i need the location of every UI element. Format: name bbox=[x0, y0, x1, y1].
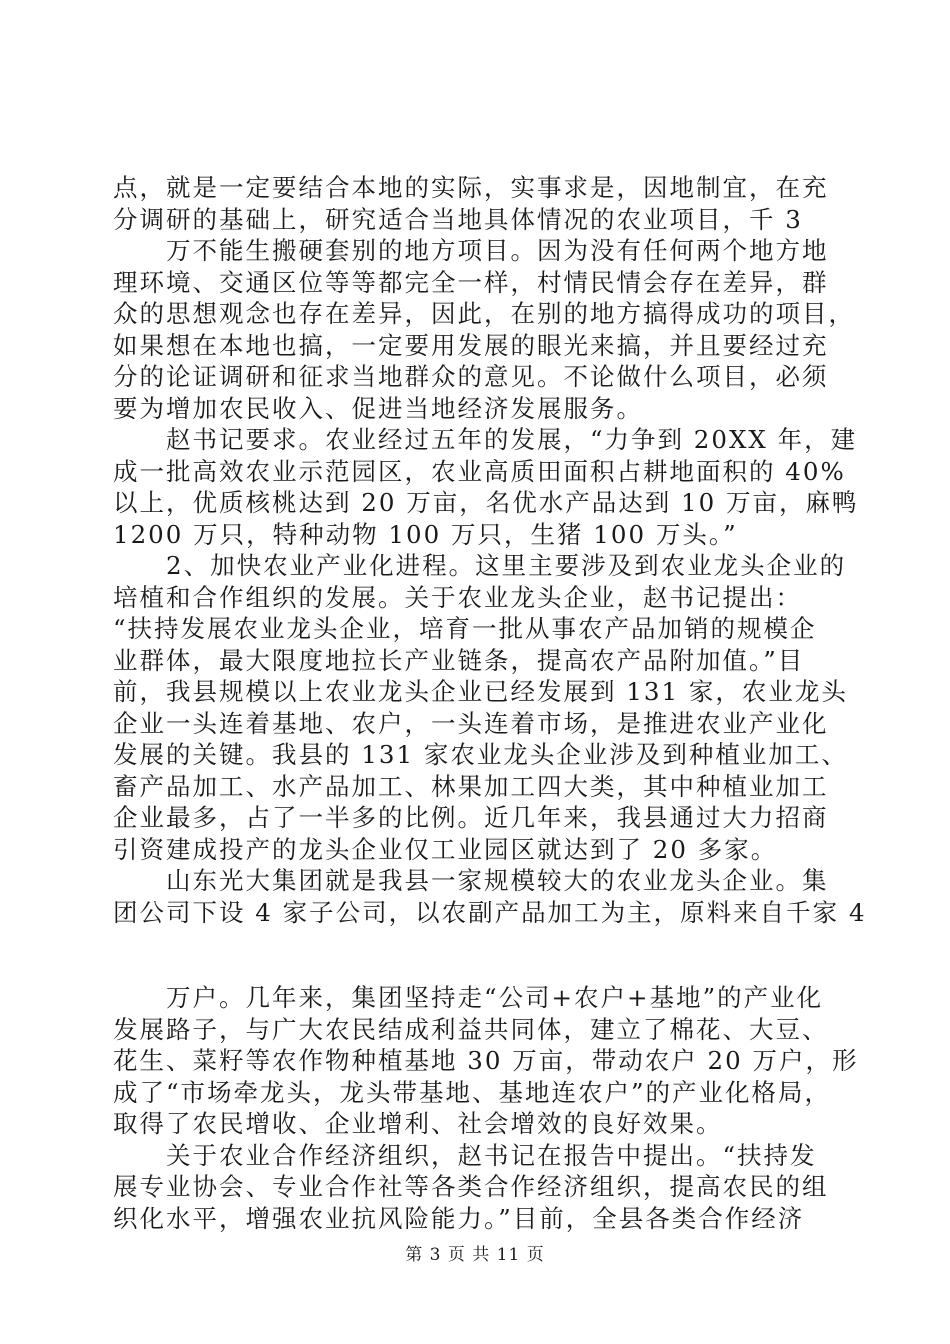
text-line: 万不能生搬硬套别的地方项目。因为没有任何两个地方地 bbox=[113, 236, 829, 265]
text-line: 赵书记要求。农业经过五年的发展，“力争到 20XX 年，建 bbox=[113, 425, 858, 454]
text-line: 以上，优质核桃达到 20 万亩，名优水产品达到 10 万亩，麻鸭 bbox=[113, 488, 859, 517]
text-line: 2、加快农业产业化进程。这里主要涉及到农业龙头企业的 bbox=[113, 551, 847, 580]
text-line: 如果想在本地也搞，一定要用发展的眼光来搞，并且要经过充 bbox=[113, 330, 829, 360]
text-line: 分调研的基础上，研究适合当地具体情况的农业项目，千 3 bbox=[113, 204, 803, 234]
text-line: 企业最多，占了一半多的比例。近几年来，我县通过大力招商 bbox=[113, 803, 829, 832]
text-line: 1200 万只，特种动物 100 万只，生猪 100 万头。” bbox=[113, 519, 738, 549]
text-line: 取得了农民增收、企业增利、社会增效的良好效果。 bbox=[113, 1109, 723, 1138]
text-line: 引资建成投产的龙头企业仅工业园区就达到了 20 多家。 bbox=[113, 834, 778, 864]
text-line: 花生、菜籽等农作物种植基地 30 万亩，带动农户 20 万户，形 bbox=[113, 1046, 859, 1075]
page-footer: 第 3 页 共 11 页 bbox=[405, 1245, 545, 1265]
text-line: 团公司下设 4 家子公司，以农副产品加工为主，原料来自千家 4 bbox=[113, 897, 867, 927]
text-line: 要为增加农民收入、促进当地经济发展服务。 bbox=[113, 393, 643, 423]
text-line: 众的思想观念也存在差异，因此，在别的地方搞得成功的项目， bbox=[113, 299, 855, 328]
text-line: 关于农业合作经济组织，赵书记在报告中提出。“扶持发 bbox=[113, 1140, 817, 1170]
text-line: 成一批高效农业示范园区，农业高质田面积占耕地面积的 40% bbox=[113, 456, 846, 486]
text-line: 发展的关键。我县的 131 家农业龙头企业涉及到种植业加工、 bbox=[113, 740, 848, 769]
text-line: 业群体，最大限度地拉长产业链条，提高农产品附加值。”目 bbox=[113, 645, 805, 675]
text-line: 前，我县规模以上农业龙头企业已经发展到 131 家，农业龙头 bbox=[113, 677, 848, 706]
text-line: 织化水平，增强农业抗风险能力。”目前，全县各类合作经济 bbox=[113, 1203, 805, 1233]
text-line: 分的论证调研和征求当地群众的意见。不论做什么项目，必须 bbox=[113, 362, 829, 391]
text-line: 万户。几年来，集团坚持走“公司+农户+基地”的产业化 bbox=[113, 983, 824, 1012]
text-line: 成了“市场牵龙头，龙头带基地、基地连农户”的产业化格局， bbox=[113, 1077, 832, 1107]
text-line: 培植和合作组织的发展。关于农业龙头企业，赵书记提出： bbox=[113, 582, 802, 612]
text-line: 发展路子，与广大农民结成利益共同体，建立了棉花、大豆、 bbox=[113, 1014, 829, 1044]
text-line: 展专业协会、专业合作社等各类合作经济组织，提高农民的组 bbox=[113, 1172, 829, 1201]
text-line: 畜产品加工、水产品加工、林果加工四大类，其中种植业加工 bbox=[113, 771, 829, 801]
text-line: 企业一头连着基地、农户，一头连着市场，是推进农业产业化 bbox=[113, 708, 829, 738]
text-line: 理环境、交通区位等等都完全一样，村情民情会存在差异，群 bbox=[113, 267, 829, 297]
text-line: 点，就是一定要结合本地的实际，实事求是，因地制宜，在充 bbox=[113, 173, 829, 202]
body-text bbox=[113, 172, 867, 1234]
text-line: 山东光大集团就是我县一家规模较大的农业龙头企业。集 bbox=[113, 866, 829, 895]
paragraph-gap bbox=[113, 928, 838, 982]
text-line: “扶持发展农业龙头企业，培育一批从事农产品加销的规模企 bbox=[113, 614, 817, 643]
